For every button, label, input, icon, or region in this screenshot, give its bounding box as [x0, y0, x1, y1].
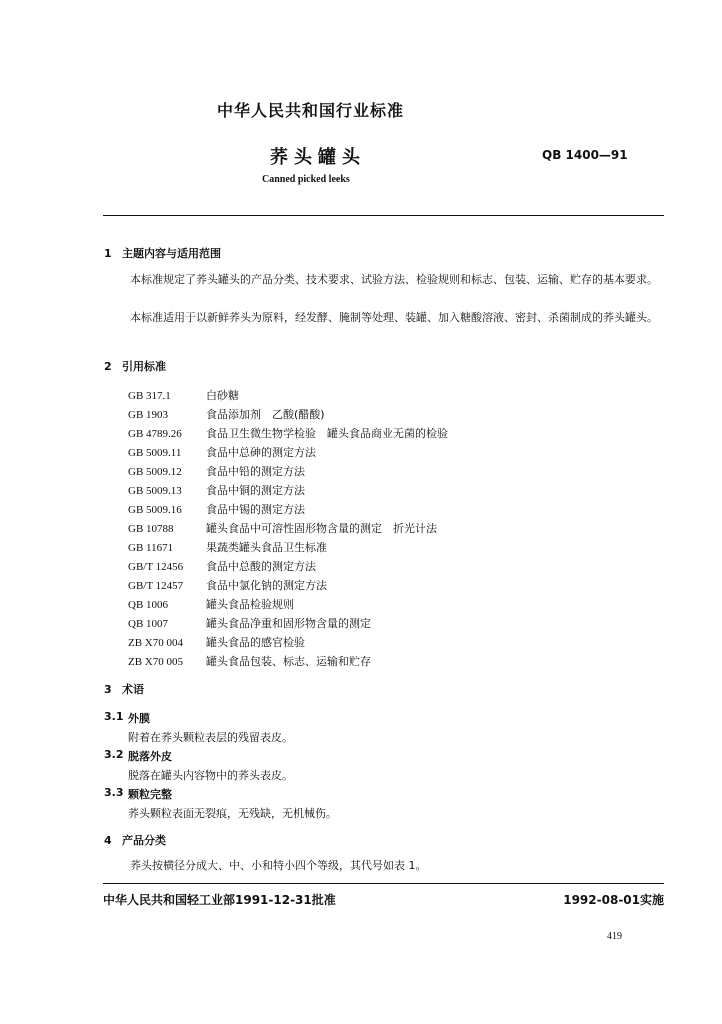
effective-date: 1992-08-01实施: [563, 893, 664, 907]
reference-item: GB 5009.16 食品中锡的测定方法: [128, 503, 305, 516]
term-definition: 脱落在罐头内容物中的荞头表皮。: [128, 769, 293, 782]
reference-item: GB/T 12457 食品中氯化钠的测定方法: [128, 579, 327, 592]
section-4-paragraph-1: 荞头按横径分成大、中、小和特小四个等级，其代号如表 1。: [130, 859, 427, 872]
reference-item: GB 11671 果蔬类罐头食品卫生标准: [128, 541, 327, 554]
english-title: Canned picked leeks: [262, 174, 350, 185]
section-1-heading: 1 主题内容与适用范围: [104, 247, 221, 260]
reference-item: GB 4789.26 食品卫生微生物学检验 罐头食品商业无菌的检验: [128, 427, 448, 440]
term-number: 3.2: [104, 748, 124, 761]
section-1-paragraph-1: 本标准规定了荞头罐头的产品分类、技术要求、试验方法、检验规则和标志、包装、运输、贮存的基本要求。: [130, 273, 658, 286]
term-name: 脱落外皮: [128, 750, 172, 763]
approval-note: 中华人民共和国轻工业部1991-12-31批准: [103, 893, 336, 907]
issuing-body: 中华人民共和国行业标准: [217, 101, 405, 120]
reference-item: QB 1007 罐头食品净重和固形物含量的测定: [128, 617, 371, 630]
reference-item: QB 1006 罐头食品检验规则: [128, 598, 294, 611]
section-3-heading: 3 术语: [104, 683, 144, 696]
reference-item: ZB X70 005 罐头食品包装、标志、运输和贮存: [128, 655, 371, 668]
reference-item: GB 10788 罐头食品中可溶性固形物含量的测定 折光计法: [128, 522, 437, 535]
reference-item: GB 5009.11 食品中总砷的测定方法: [128, 446, 316, 459]
term-name: 颗粒完整: [128, 788, 172, 801]
footer-divider: [103, 883, 664, 884]
term-name: 外膜: [128, 712, 150, 725]
section-4-heading: 4 产品分类: [104, 834, 166, 847]
header-divider: [103, 215, 664, 216]
section-2-heading: 2 引用标准: [104, 360, 166, 373]
term-definition: 荞头颗粒表面无裂痕，无残缺，无机械伤。: [128, 807, 337, 820]
section-1-paragraph-2: 本标准适用于以新鲜荞头为原料，经发酵、腌制等处理、装罐、加入糖酸溶液、密封、杀菌制成的荞头罐头。: [130, 311, 658, 324]
reference-item: GB/T 12456 食品中总酸的测定方法: [128, 560, 316, 573]
term-number: 3.3: [104, 786, 124, 799]
term-definition: 附着在荞头颗粒表层的残留表皮。: [128, 731, 293, 744]
reference-item: GB 5009.12 食品中铅的测定方法: [128, 465, 305, 478]
reference-item: GB 1903 食品添加剂 乙酸(醋酸): [128, 408, 325, 421]
reference-item: ZB X70 004 罐头食品的感官检验: [128, 636, 305, 649]
page-number: 419: [607, 931, 622, 942]
document-title: 荞头罐头: [270, 147, 366, 168]
reference-item: GB 5009.13 食品中铜的测定方法: [128, 484, 305, 497]
reference-item: GB 317.1 白砂糖: [128, 389, 239, 402]
term-number: 3.1: [104, 710, 124, 723]
standard-code: QB 1400—91: [542, 148, 628, 162]
